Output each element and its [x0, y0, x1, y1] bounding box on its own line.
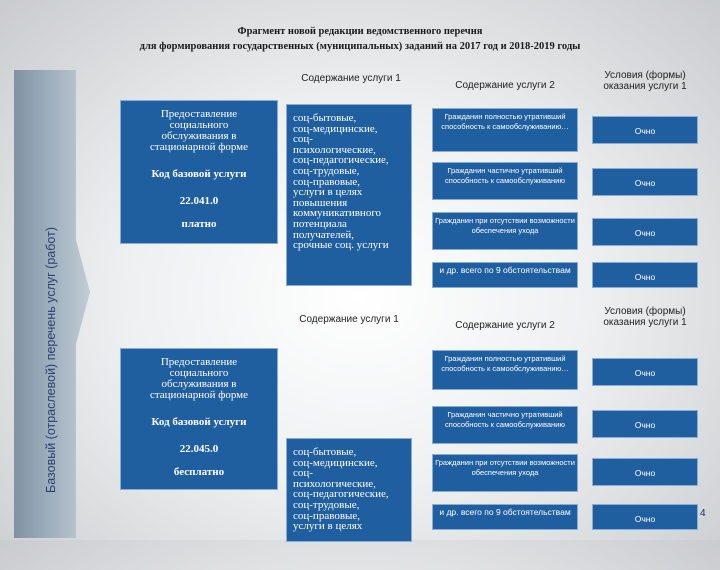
service-2-form-4: Очно	[592, 504, 698, 530]
service-1-form-1: Очно	[592, 116, 698, 144]
service-1-form-3: Очно	[592, 218, 698, 246]
service-1-name: Предоставление социального обслуживания в стационарной форме	[149, 108, 249, 153]
service-2-form-1: Очно	[592, 358, 698, 386]
service-2-content-line: соц-трудовые,	[293, 498, 360, 511]
service-1-category-1: Гражданин полностью утративший способность к самообслуживанию…	[432, 108, 578, 152]
service-2-content-line: психологические,	[293, 477, 376, 490]
service-1-content-line: потенциала	[293, 217, 347, 230]
service-1-code: 22.041.0	[179, 195, 219, 207]
service-1-header-content2: Содержание услуги 2	[455, 80, 555, 91]
service-2-form-3: Очно	[592, 458, 698, 486]
service-2-category-4: и др. всего по 9 обстоятельствам	[432, 504, 578, 530]
service-2-name: Предоставление социального обслуживания в стационарной форме	[149, 356, 249, 401]
service-2-header-form: Условия (формы) оказания услуги 1	[603, 306, 687, 328]
service-1-form-4: Очно	[592, 262, 698, 288]
service-1-content-line: соц-педагогические,	[293, 154, 389, 167]
service-1-name-box	[120, 100, 278, 244]
service-2-content-line: соц-правовые,	[293, 509, 361, 522]
service-1-category-2: Гражданин частично утративший способность к самообслуживанию	[432, 162, 578, 200]
service-2-content-line: соц-бытовые,	[293, 446, 357, 458]
service-1-content-line: соц-бытовые,	[293, 112, 357, 124]
service-2-content-line: соц-педагогические,	[293, 488, 389, 501]
service-2-header-content2: Содержание услуги 2	[455, 320, 555, 331]
service-1-category-3: Гражданин при отсутствии возможности обеспечения ухода	[432, 212, 578, 250]
service-2-content-line: услуги в целях	[293, 520, 363, 533]
service-2-category-1: Гражданин полностью утративший способность к самообслуживанию…	[432, 350, 578, 390]
service-1-content-box	[286, 104, 412, 286]
side-label: Базовый (отраслевой) перечень услуг (работ)	[44, 227, 58, 493]
service-1-category-4: и др. всего по 9 обстоятельствам	[432, 262, 578, 288]
service-2-header-content1: Содержание услуги 1	[299, 314, 399, 325]
service-1-content-line: получателей,	[293, 228, 355, 241]
service-2-content-line: соц-медицинские,	[293, 456, 378, 469]
service-2-content-box	[286, 438, 412, 542]
page-number: 4	[700, 508, 706, 519]
service-1-content-line: соц-трудовые,	[293, 164, 360, 177]
service-1-content-line: срочные соц. услуги	[293, 239, 389, 252]
service-1-content-line: соц-правовые,	[293, 175, 361, 188]
service-1-content-line: психологические,	[293, 143, 376, 156]
service-1-header-form: Условия (формы) оказания услуги 1	[603, 70, 687, 92]
side-arrow-band	[14, 70, 90, 538]
service-2-category-3: Гражданин при отсутствии возможности обеспечения ухода	[432, 454, 578, 492]
service-1-code-label: Код базовой услуги	[151, 168, 247, 180]
service-2-code-label: Код базовой услуги	[151, 416, 247, 428]
service-1-content-line: соц-медицинские,	[293, 122, 378, 135]
service-1-header-content1: Содержание услуги 1	[301, 73, 401, 84]
service-2-content-line: соц-	[293, 467, 313, 480]
title-line-1: Фрагмент новой редакции ведомственного перечня	[237, 26, 483, 37]
service-2-form-2: Очно	[592, 410, 698, 438]
service-2-name-box	[120, 348, 278, 490]
service-1-content-line: повышения	[293, 196, 348, 209]
service-1-content-line: услуги в целях	[293, 186, 363, 199]
slide-title	[60, 24, 660, 54]
title-line-2: для формирования государственных (муниципальных) заданий на 2017 год и 2018-2019 годы	[139, 41, 581, 52]
service-1-content-line: коммуникативного	[293, 207, 382, 220]
service-2-category-2: Гражданин частично утративший способность к самообслуживанию	[432, 406, 578, 444]
service-1-payment: платно	[181, 218, 217, 230]
service-2-code: 22.045.0	[179, 443, 219, 455]
service-2-payment: бесплатно	[173, 466, 225, 478]
service-1-form-2: Очно	[592, 168, 698, 196]
service-1-content-line: соц-	[293, 133, 313, 146]
